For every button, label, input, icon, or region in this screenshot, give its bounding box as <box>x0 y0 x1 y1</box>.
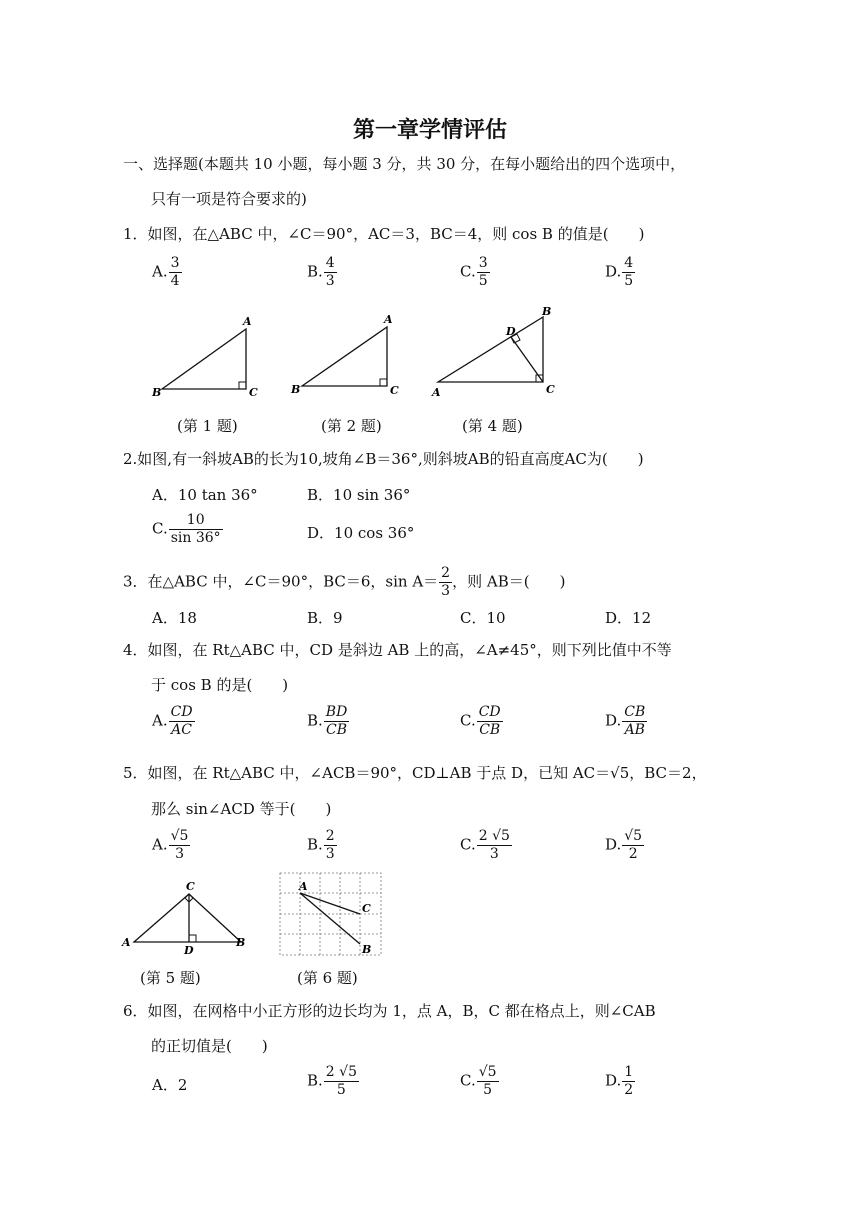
denominator: sin 36° <box>170 530 221 546</box>
q6-option-c <box>460 1064 499 1099</box>
section-header-line2: 只有一项是符合要求的) <box>151 190 307 208</box>
label-a: A <box>243 315 252 328</box>
option-label: B. <box>307 835 323 854</box>
numerator: CD <box>170 704 193 720</box>
label-b: B <box>291 383 301 396</box>
numerator: √5 <box>624 828 643 844</box>
denominator: 3 <box>441 583 451 599</box>
label-c: C <box>390 384 399 397</box>
question-3-stem <box>123 565 565 600</box>
numerator: 10 <box>169 512 223 530</box>
denominator: AC <box>171 722 192 738</box>
label-c: C <box>249 386 258 399</box>
denominator: AB <box>624 722 645 738</box>
q6-option-b <box>307 1064 359 1099</box>
numerator: 1 <box>624 1064 634 1080</box>
numerator: 2 √5 <box>325 1064 357 1080</box>
question-2-stem: 2.如图,有一斜坡AB的长为10,坡角∠B＝36°,则斜坡AB的铅直高度AC为( ) <box>123 450 644 468</box>
section-header-line1: 一、选择题(本题共 10 小题，每小题 3 分，共 30 分，在每小题给出的四个选项中， <box>123 155 686 173</box>
figure-q1-triangle <box>151 315 258 399</box>
question-6-line1: 6．如图，在网格中小正方形的边长均为 1，点 A，B，C 都在格点上，则∠CAB <box>123 1002 656 1020</box>
q3-option-a: A．18 <box>152 609 197 627</box>
option-label: A. <box>152 711 168 730</box>
numerator: 3 <box>170 255 180 271</box>
q2-option-b: B．10 sin 36° <box>307 486 411 504</box>
q4-option-b <box>307 704 349 739</box>
denominator: 5 <box>336 1082 346 1098</box>
denominator: 3 <box>325 846 335 862</box>
figure-q2-triangle <box>290 313 399 397</box>
fraction <box>169 704 195 739</box>
denominator: 3 <box>489 846 499 862</box>
q3-option-b: B．9 <box>307 609 343 627</box>
option-label: B. <box>307 262 323 281</box>
fraction <box>324 255 337 290</box>
option-label: C. <box>152 519 168 538</box>
option-label: D. <box>605 1071 622 1090</box>
question-4-line1: 4．如图，在 Rt△ABC 中，CD 是斜边 AB 上的高，∠A≠45°，则下列比值中不等 <box>123 641 672 659</box>
numerator: 2 √5 <box>478 828 510 844</box>
stem-text: ，则 AB＝( ) <box>452 572 566 591</box>
option-label: C. <box>460 262 476 281</box>
fraction <box>324 828 337 863</box>
option-label: C. <box>460 711 476 730</box>
question-5-line1: 5．如图，在 Rt△ABC 中，∠ACB＝90°，CD⊥AB 于点 D，已知 AC＝√5，BC＝2， <box>123 764 707 782</box>
numerator: √5 <box>170 828 189 844</box>
q4-option-a <box>152 704 195 739</box>
denominator: 4 <box>170 273 180 289</box>
q1-option-b <box>307 255 337 290</box>
denominator: 2 <box>624 1082 634 1098</box>
denominator: 5 <box>483 1082 493 1098</box>
fraction <box>169 828 191 863</box>
label-d: D <box>184 944 194 957</box>
figure-q5-triangle <box>121 880 245 957</box>
question-6-line2: 的正切值是( ) <box>151 1037 268 1055</box>
fraction <box>477 828 512 863</box>
numerator: 2 <box>441 565 451 581</box>
label-d: D <box>506 325 516 338</box>
caption-fig-5: (第 5 题) <box>140 969 201 987</box>
q2-option-d: D．10 cos 36° <box>307 524 415 542</box>
question-1-stem: 1．如图，在△ABC 中，∠C＝90°，AC＝3，BC＝4，则 cos B 的值是( ) <box>123 225 645 243</box>
label-c: C <box>186 880 195 893</box>
option-label: D. <box>605 835 622 854</box>
caption-fig-2: (第 2 题) <box>321 417 382 435</box>
q5-option-c <box>460 828 512 863</box>
option-label: A. <box>152 262 168 281</box>
stem-text: 3．在△ABC 中，∠C＝90°，BC＝6，sin A＝ <box>123 572 439 591</box>
q5-option-b <box>307 828 337 863</box>
caption-fig-6: (第 6 题) <box>297 969 358 987</box>
q2-option-a: A．10 tan 36° <box>152 486 258 504</box>
denominator: 3 <box>325 273 335 289</box>
q1-option-d <box>605 255 635 290</box>
option-label: D. <box>605 711 622 730</box>
denominator: 2 <box>628 846 638 862</box>
q4-option-d <box>605 704 647 739</box>
question-5-line2: 那么 sin∠ACD 等于( ) <box>151 800 332 818</box>
option-label: C. <box>460 1071 476 1090</box>
option-label: D. <box>605 262 622 281</box>
label-a: A <box>432 386 441 399</box>
label-c: C <box>546 383 555 396</box>
numerator: 4 <box>325 255 335 271</box>
q2-option-c <box>152 512 223 547</box>
label-b: B <box>362 943 372 956</box>
fraction <box>439 565 452 600</box>
label-b: B <box>542 305 552 318</box>
denominator: 5 <box>478 273 488 289</box>
q6-option-a: A．2 <box>152 1076 188 1094</box>
option-label: B. <box>307 711 323 730</box>
fraction <box>169 255 182 290</box>
fraction <box>324 1064 359 1099</box>
fraction <box>622 828 644 863</box>
q5-option-a <box>152 828 190 863</box>
option-label: A. <box>152 835 168 854</box>
fraction <box>622 255 635 290</box>
numerator: √5 <box>478 1064 497 1080</box>
q5-option-d <box>605 828 644 863</box>
q6-option-d <box>605 1064 635 1099</box>
numerator: BD <box>325 704 348 720</box>
label-a: A <box>384 313 393 326</box>
label-c: C <box>362 902 371 915</box>
q3-option-d: D．12 <box>605 609 652 627</box>
denominator: 3 <box>175 846 184 862</box>
fraction <box>477 1064 499 1099</box>
label-b: B <box>236 936 246 949</box>
page-title: 第一章学情评估 <box>352 118 507 143</box>
fraction <box>622 1064 635 1099</box>
q1-option-a <box>152 255 182 290</box>
numerator: CB <box>624 704 646 720</box>
q1-option-c <box>460 255 490 290</box>
q3-option-c: C．10 <box>460 609 506 627</box>
denominator: 5 <box>624 273 634 289</box>
q4-option-c <box>460 704 503 739</box>
option-label: C. <box>460 835 476 854</box>
fraction <box>622 704 647 739</box>
numerator: 2 <box>325 828 335 844</box>
label-a: A <box>122 936 131 949</box>
fraction <box>477 255 490 290</box>
figure-q4-triangle <box>431 305 555 399</box>
numerator: 3 <box>478 255 488 271</box>
denominator: CB <box>479 722 501 738</box>
figures-row-1 <box>145 305 565 405</box>
numerator: 4 <box>624 255 634 271</box>
option-label: B. <box>307 1071 323 1090</box>
fraction <box>477 704 503 739</box>
fraction <box>169 512 223 547</box>
numerator: CD <box>478 704 501 720</box>
label-b: B <box>152 386 162 399</box>
fraction <box>324 704 350 739</box>
question-4-line2: 于 cos B 的是( ) <box>151 676 289 694</box>
label-a: A <box>299 880 308 893</box>
caption-fig-4: (第 4 题) <box>462 417 523 435</box>
caption-fig-1: (第 1 题) <box>177 417 238 435</box>
figures-row-2 <box>115 870 395 962</box>
denominator: CB <box>326 722 348 738</box>
